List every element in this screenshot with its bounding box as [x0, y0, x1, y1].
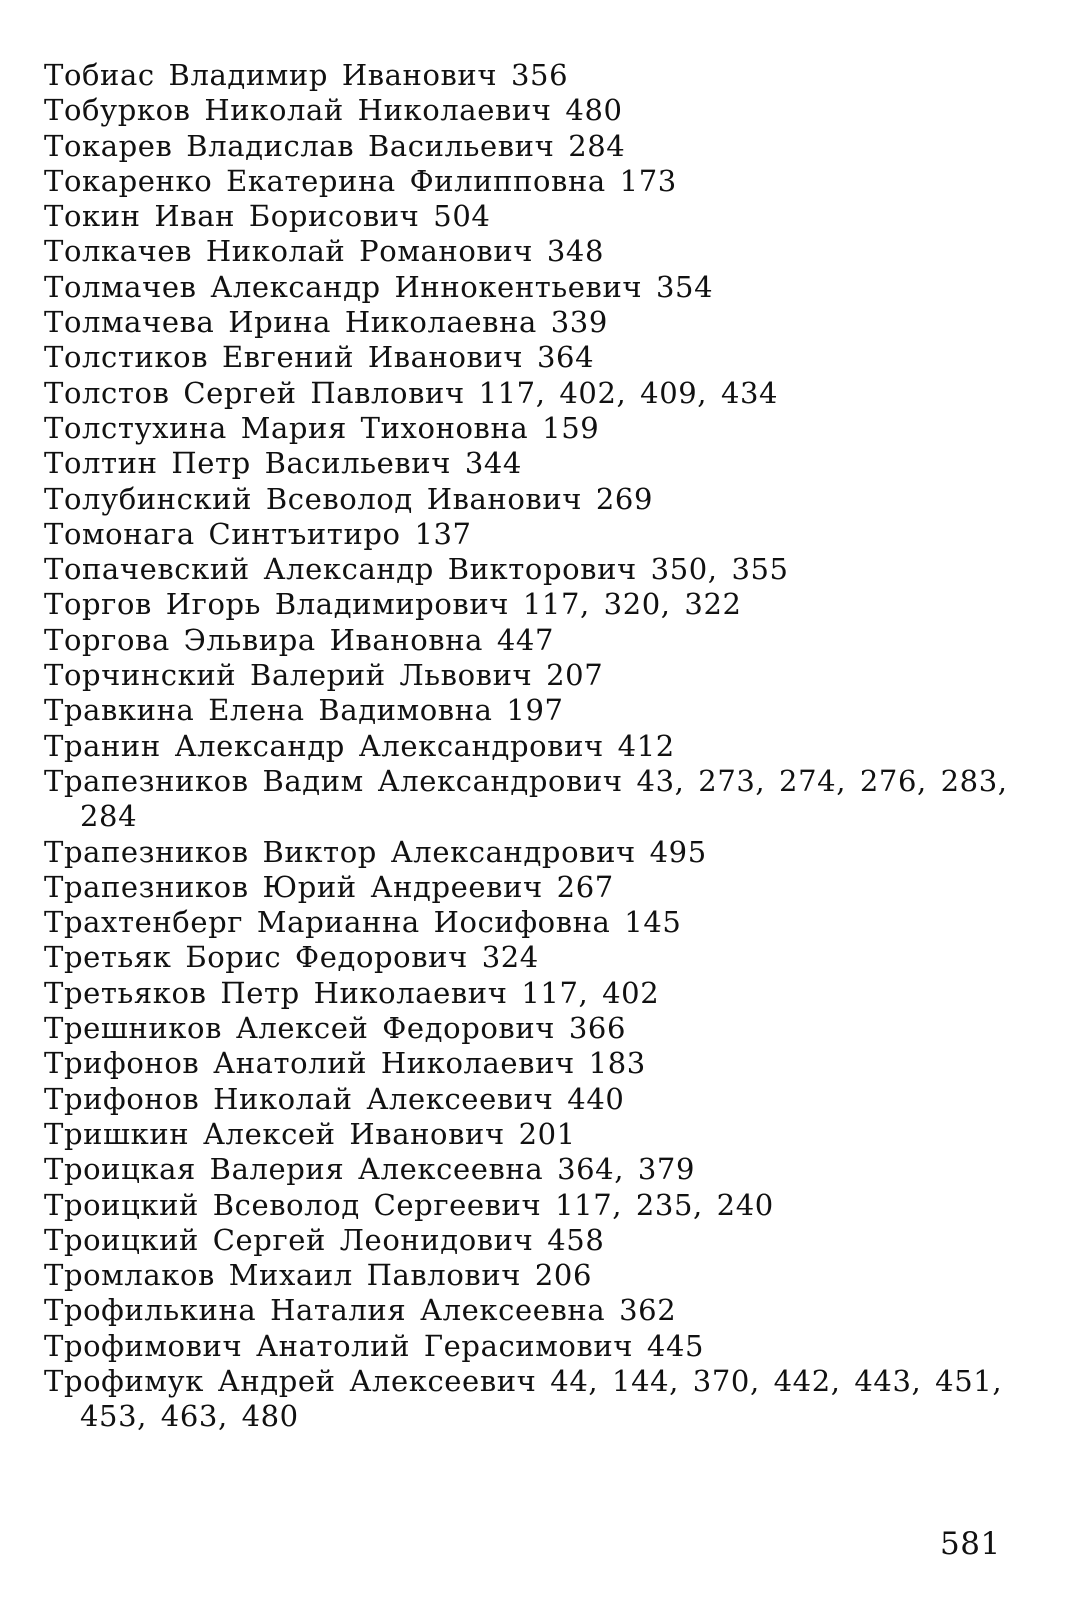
entry-name: Трапезников Юрий Андреевич — [44, 869, 543, 904]
entry-name: Толмачев Александр Иннокентьевич — [44, 269, 643, 304]
entry-pages: 362 — [619, 1293, 677, 1328]
entry-pages: 440 — [567, 1081, 625, 1116]
entry-pages: 117, 402, 409, 434 — [478, 375, 779, 410]
entry-pages: 117, 235, 240 — [555, 1187, 774, 1222]
entry-name: Тобиас Владимир Иванович — [44, 58, 498, 92]
entry-pages: 173 — [619, 163, 677, 198]
index-entry — [44, 658, 1034, 693]
entry-name: Третьяков Петр Николаевич — [44, 975, 508, 1010]
index-entry — [44, 376, 1034, 411]
entry-pages: 344 — [464, 446, 522, 481]
index-entry — [44, 1117, 1034, 1152]
entry-pages: 364 — [536, 340, 595, 375]
entry-name: Троицкий Сергей Леонидович — [44, 1222, 534, 1257]
index-entry — [44, 976, 1034, 1011]
index-entry — [44, 1046, 1034, 1081]
index-entry — [44, 1188, 1034, 1223]
entry-pages: 366 — [568, 1011, 627, 1046]
entry-pages: 324 — [481, 940, 539, 975]
index-entry — [44, 1364, 1034, 1435]
entry-name: Третьяк Борис Федорович — [44, 940, 468, 975]
entry-pages: 495 — [649, 834, 707, 869]
entry-pages: 137 — [414, 516, 472, 551]
index-entry — [44, 446, 1034, 481]
entry-name: Тромлаков Михаил Павлович — [44, 1258, 522, 1293]
entry-name: Трешников Алексей Федорович — [44, 1011, 556, 1046]
entry-name: Толмачева Ирина Николаевна — [44, 305, 537, 340]
entry-name: Толстухина Мария Тихоновна — [44, 410, 529, 445]
entry-pages: 206 — [534, 1258, 593, 1293]
index-entry — [44, 1223, 1034, 1258]
index-entry — [44, 1258, 1034, 1293]
index-entry — [44, 870, 1034, 905]
entry-name: Томонага Синтъитиро — [44, 516, 401, 551]
index-entry — [44, 411, 1034, 446]
entry-name: Тришкин Алексей Иванович — [44, 1116, 505, 1151]
index-entry — [44, 940, 1034, 975]
entry-name: Торчинский Валерий Львович — [44, 658, 533, 693]
entry-pages: 207 — [546, 658, 604, 693]
index-entry — [44, 482, 1034, 517]
index-entry — [44, 340, 1034, 375]
entry-pages: 480 — [565, 93, 623, 128]
entry-name: Травкина Елена Вадимовна — [44, 693, 493, 728]
index-entry — [44, 199, 1034, 234]
entry-name: Трофилькина Наталия Алексеевна — [44, 1293, 606, 1328]
entry-pages: 183 — [588, 1046, 646, 1081]
index-entry — [44, 587, 1034, 622]
index-entry — [44, 1011, 1034, 1046]
entry-name: Трифонов Анатолий Николаевич — [44, 1046, 575, 1081]
entry-pages: 447 — [496, 622, 555, 657]
entry-name: Токаренко Екатерина Филипповна — [44, 163, 606, 198]
entry-name: Толстиков Евгений Иванович — [44, 340, 524, 375]
index-entry — [44, 1152, 1034, 1187]
entry-name: Токарев Владислав Васильевич — [44, 128, 555, 163]
index-entry — [44, 305, 1034, 340]
entry-pages: 364, 379 — [557, 1152, 696, 1187]
index-entry — [44, 1293, 1034, 1328]
entry-name: Торгов Игорь Владимирович — [44, 587, 510, 622]
entry-pages: 445 — [646, 1328, 705, 1363]
entry-pages: 117, 320, 322 — [522, 587, 742, 622]
entry-pages: 145 — [624, 905, 682, 940]
entry-pages: 354 — [656, 269, 714, 304]
entry-pages: 412 — [617, 728, 675, 763]
index-entry — [44, 164, 1034, 199]
index-entry — [44, 905, 1034, 940]
entry-pages: 159 — [542, 410, 600, 445]
entry-name: Толубинский Всеволод Иванович — [44, 481, 583, 516]
page-number: 581 — [940, 1526, 1001, 1562]
name-index-list — [44, 58, 1034, 1435]
entry-name: Троицкий Всеволод Сергеевич — [44, 1187, 542, 1222]
entry-name: Тобурков Николай Николаевич — [44, 93, 552, 128]
entry-pages: 44, 144, 370, 442, 443, 451, 453, 463, 480 — [80, 1363, 1003, 1434]
index-entry — [44, 835, 1034, 870]
entry-name: Толкачев Николай Романович — [44, 234, 534, 269]
entry-name: Толтин Петр Васильевич — [44, 446, 451, 481]
entry-name: Токин Иван Борисович — [44, 199, 420, 234]
entry-pages: 267 — [556, 869, 614, 904]
index-entry — [44, 517, 1034, 552]
index-entry — [44, 693, 1034, 728]
entry-pages: 43, 273, 274, 276, 283, 284 — [80, 763, 1008, 834]
entry-name: Трофимук Андрей Алексеевич — [44, 1363, 537, 1398]
entry-pages: 339 — [550, 305, 608, 340]
index-entry — [44, 270, 1034, 305]
entry-pages: 356 — [510, 58, 569, 92]
entry-name: Топачевский Александр Викторович — [44, 552, 637, 587]
index-entry — [44, 623, 1034, 658]
entry-name: Толстов Сергей Павлович — [44, 375, 465, 410]
entry-pages: 348 — [546, 234, 605, 269]
index-entry — [44, 729, 1034, 764]
entry-pages: 504 — [433, 199, 491, 234]
index-entry — [44, 129, 1034, 164]
entry-pages: 350, 355 — [650, 552, 789, 587]
entry-name: Трифонов Николай Алексеевич — [44, 1081, 554, 1116]
index-entry — [44, 1329, 1034, 1364]
index-entry — [44, 234, 1034, 269]
entry-name: Трахтенберг Марианна Иосифовна — [44, 905, 611, 940]
entry-pages: 197 — [506, 693, 564, 728]
index-entry — [44, 764, 1034, 835]
index-entry — [44, 552, 1034, 587]
entry-pages: 269 — [595, 481, 654, 516]
index-entry — [44, 1082, 1034, 1117]
entry-pages: 201 — [518, 1116, 576, 1151]
entry-name: Трофимович Анатолий Герасимович — [44, 1328, 634, 1363]
index-entry — [44, 58, 1034, 93]
entry-name: Транин Александр Александрович — [44, 728, 604, 763]
entry-name: Трапезников Вадим Александрович — [44, 763, 623, 798]
entry-name: Троицкая Валерия Алексеевна — [44, 1152, 544, 1187]
entry-pages: 117, 402 — [521, 975, 660, 1010]
entry-name: Трапезников Виктор Александрович — [44, 834, 636, 869]
entry-pages: 458 — [547, 1222, 605, 1257]
entry-pages: 284 — [568, 128, 626, 163]
index-entry — [44, 93, 1034, 128]
entry-name: Торгова Эльвира Ивановна — [44, 622, 484, 657]
